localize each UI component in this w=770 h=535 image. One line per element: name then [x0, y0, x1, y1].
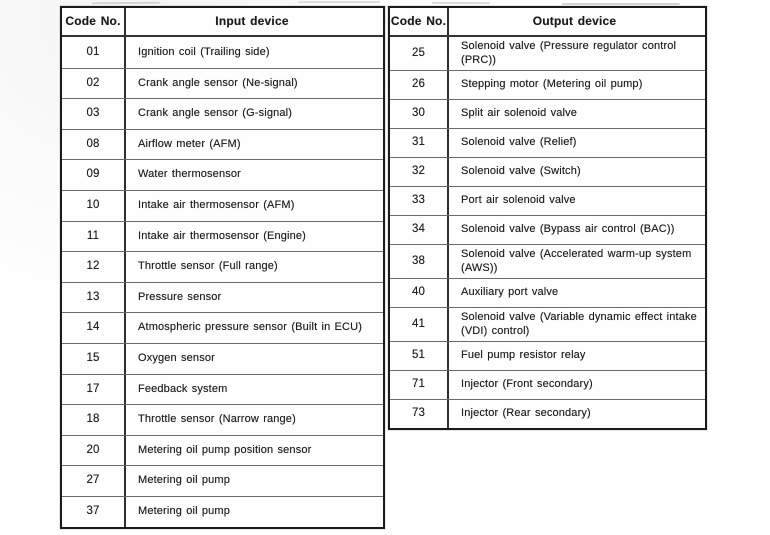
- code-cell: 20: [62, 436, 126, 466]
- device-cell: Metering oil pump position sensor: [138, 443, 312, 456]
- device-cell: Solenoid valve (Switch): [461, 165, 581, 178]
- device-cell: Injector (Front secondary): [461, 378, 593, 391]
- device-cell: Auxiliary port valve: [461, 286, 559, 299]
- table-row: [390, 399, 705, 428]
- input-table-body: [62, 37, 383, 527]
- code-cell: 18: [62, 405, 126, 435]
- device-cell: Split air solenoid valve: [461, 107, 578, 120]
- table-row: [390, 128, 705, 157]
- device-cell: Stepping motor (Metering oil pump): [461, 78, 643, 91]
- table-row: [62, 129, 383, 160]
- device-cell: Intake air thermosensor (Engine): [138, 229, 306, 242]
- table-row: [390, 99, 705, 128]
- code-cell: 10: [62, 191, 126, 221]
- output-device-table: [388, 6, 707, 430]
- code-cell: 09: [62, 160, 126, 190]
- device-cell: Throttle sensor (Narrow range): [138, 413, 296, 426]
- code-cell: 32: [390, 158, 449, 186]
- code-cell: 02: [62, 69, 126, 99]
- input-device-header: Input device: [215, 13, 289, 28]
- table-row: [62, 98, 383, 129]
- table-row: [390, 70, 705, 99]
- code-cell: 25: [390, 37, 449, 70]
- device-cell: Intake air thermosensor (AFM): [138, 199, 295, 212]
- scan-artifact: [92, 2, 160, 4]
- table-row: [390, 215, 705, 244]
- table-row: [62, 221, 383, 252]
- device-cell: Crank angle sensor (G-signal): [138, 107, 293, 120]
- device-cell: Throttle sensor (Full range): [138, 260, 278, 273]
- scan-artifact: [562, 3, 680, 5]
- code-no-header: Code No.: [390, 8, 449, 35]
- code-cell: 73: [390, 400, 449, 428]
- code-cell: 27: [62, 466, 126, 496]
- table-row: [390, 370, 705, 399]
- code-cell: 38: [390, 245, 449, 278]
- code-cell: 13: [62, 283, 126, 313]
- code-cell: 37: [62, 497, 126, 527]
- output-table-body: [390, 37, 705, 428]
- output-device-header: Output device: [532, 13, 617, 28]
- table-row: [390, 186, 705, 215]
- table-row: [62, 159, 383, 190]
- device-cell: Injector (Rear secondary): [461, 407, 591, 420]
- device-cell: Port air solenoid valve: [461, 194, 576, 207]
- table-row: [62, 343, 383, 374]
- device-cell: Oxygen sensor: [138, 351, 215, 364]
- code-cell: 17: [62, 375, 126, 405]
- code-cell: 71: [390, 371, 449, 399]
- table-row: [390, 244, 705, 278]
- device-cell: Solenoid valve (Accelerated warm-up system (AWS)): [461, 248, 692, 274]
- code-cell: 41: [390, 308, 449, 341]
- device-cell: Feedback system: [138, 382, 228, 395]
- table-row: [62, 190, 383, 221]
- table-row: [390, 157, 705, 186]
- code-cell: 03: [62, 99, 126, 129]
- code-cell: 40: [390, 279, 449, 307]
- table-header-row: [390, 8, 705, 37]
- table-row: [62, 465, 383, 496]
- device-cell: Ignition coil (Trailing side): [138, 45, 270, 58]
- code-cell: 12: [62, 252, 126, 282]
- code-cell: 33: [390, 187, 449, 215]
- table-row: [62, 496, 383, 527]
- table-header-row: [62, 8, 383, 37]
- code-cell: 14: [62, 313, 126, 343]
- table-row: [62, 282, 383, 313]
- device-cell: Solenoid valve (Pressure regulator control (PRC)): [461, 40, 677, 66]
- table-row: [62, 404, 383, 435]
- device-cell: Atmospheric pressure sensor (Built in ECU): [138, 321, 363, 334]
- table-row: [390, 341, 705, 370]
- code-cell: 11: [62, 222, 126, 252]
- table-row: [390, 278, 705, 307]
- input-device-table: [60, 6, 385, 529]
- device-cell: Solenoid valve (Bypass air control (BAC)): [461, 223, 675, 236]
- device-cell: Metering oil pump: [138, 504, 230, 517]
- scan-artifact: [298, 1, 380, 3]
- code-no-header: Code No.: [62, 8, 126, 35]
- table-row: [62, 37, 383, 68]
- code-cell: 51: [390, 342, 449, 370]
- device-cell: Solenoid valve (Relief): [461, 136, 577, 149]
- table-row: [62, 68, 383, 99]
- table-row: [62, 435, 383, 466]
- code-cell: 30: [390, 100, 449, 128]
- code-cell: 08: [62, 130, 126, 160]
- code-cell: 26: [390, 71, 449, 99]
- table-row: [62, 374, 383, 405]
- table-row: [62, 251, 383, 282]
- device-cell: Water thermosensor: [138, 168, 241, 181]
- code-cell: 15: [62, 344, 126, 374]
- device-cell: Crank angle sensor (Ne-signal): [138, 76, 298, 89]
- table-row: [62, 312, 383, 343]
- scan-artifact: [432, 2, 490, 4]
- device-cell: Pressure sensor: [138, 290, 222, 303]
- table-row: [390, 37, 705, 70]
- code-cell: 34: [390, 216, 449, 244]
- device-cell: Airflow meter (AFM): [138, 137, 241, 150]
- code-cell: 01: [62, 37, 126, 68]
- code-cell: 31: [390, 129, 449, 157]
- table-row: [390, 307, 705, 341]
- device-cell: Solenoid valve (Variable dynamic effect intake (VDI) control): [461, 311, 697, 337]
- device-cell: Metering oil pump: [138, 474, 230, 487]
- device-cell: Fuel pump resistor relay: [461, 349, 586, 362]
